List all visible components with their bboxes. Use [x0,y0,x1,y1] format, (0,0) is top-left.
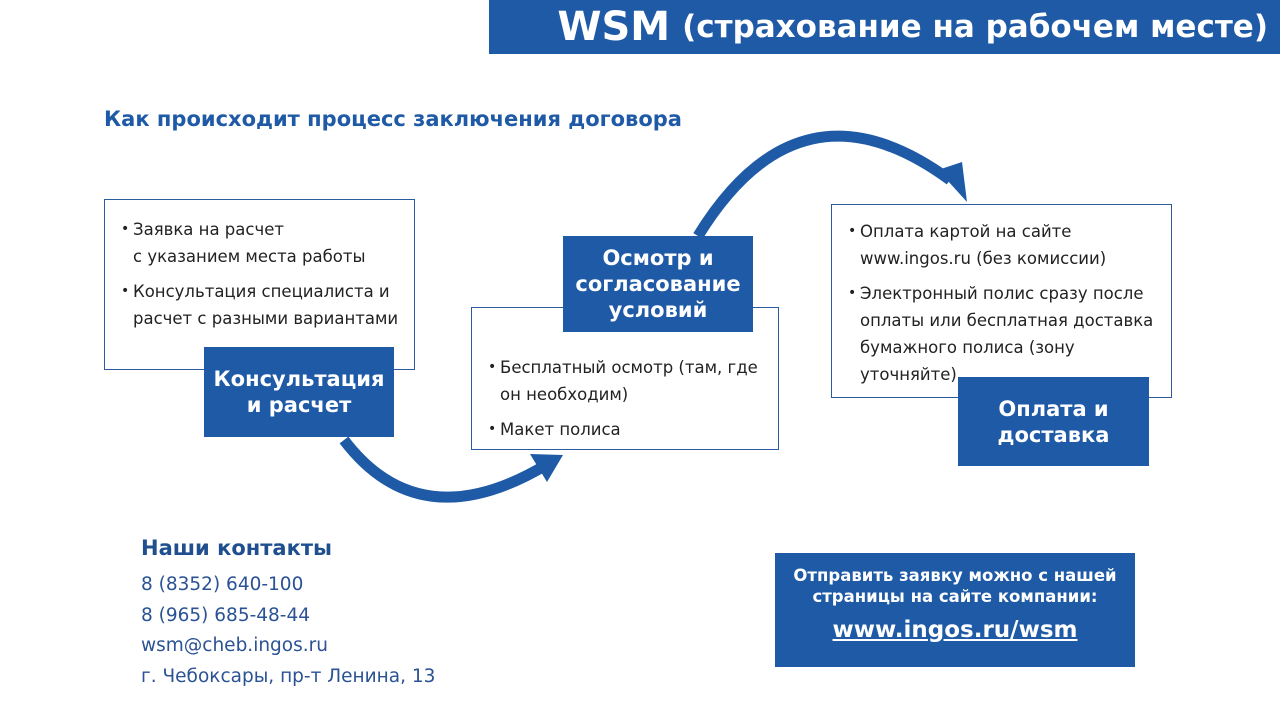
process-subtitle: Как происходит процесс заключения договора [104,107,682,131]
step-consultation-bullets [121,216,402,332]
step-consultation-label: Консультация и расчет [204,347,394,437]
list-item: • Оплата картой на сайте www.ingos.ru (без комиссии) [848,218,1159,272]
request-text: Отправить заявку можно с нашей страницы на сайте компании: [793,566,1117,606]
step-inspection-bullets [488,354,766,443]
contact-email[interactable]: wsm@cheb.ingos.ru [141,635,328,656]
contact-phone-1[interactable]: 8 (8352) 640-100 [141,574,304,595]
request-link[interactable]: www.ingos.ru/wsm [832,617,1078,643]
request-panel [775,553,1135,667]
header-brand: WSM [557,4,671,50]
step-inspection-label: Осмотр и согласование условий [563,236,753,332]
contacts-heading: Наши контакты [141,536,333,560]
step-payment-label: Оплата и доставка [958,377,1149,466]
list-item: • Консультация специалиста и расчет с разными вариантами [121,278,402,332]
list-item: • Бесплатный осмотр (там, где он необходим) [488,354,766,408]
list-item: • Электронный полис сразу после оплаты или бесплатная доставка бумажного полиса (зону уточняйте) [848,280,1159,388]
contact-address: г. Чебоксары, пр-т Ленина, 13 [141,665,436,687]
step-payment-bullets [848,218,1159,388]
list-item: • Макет полиса [488,416,766,443]
step-payment-box [831,204,1172,398]
header-title: (страхование на рабочем месте) [682,9,1268,45]
step-consultation-box [104,199,415,370]
list-item: • Заявка на расчет с указанием места работы [121,216,402,270]
contacts-section [141,536,435,692]
contact-phone-2[interactable]: 8 (965) 685-48-44 [141,604,311,626]
